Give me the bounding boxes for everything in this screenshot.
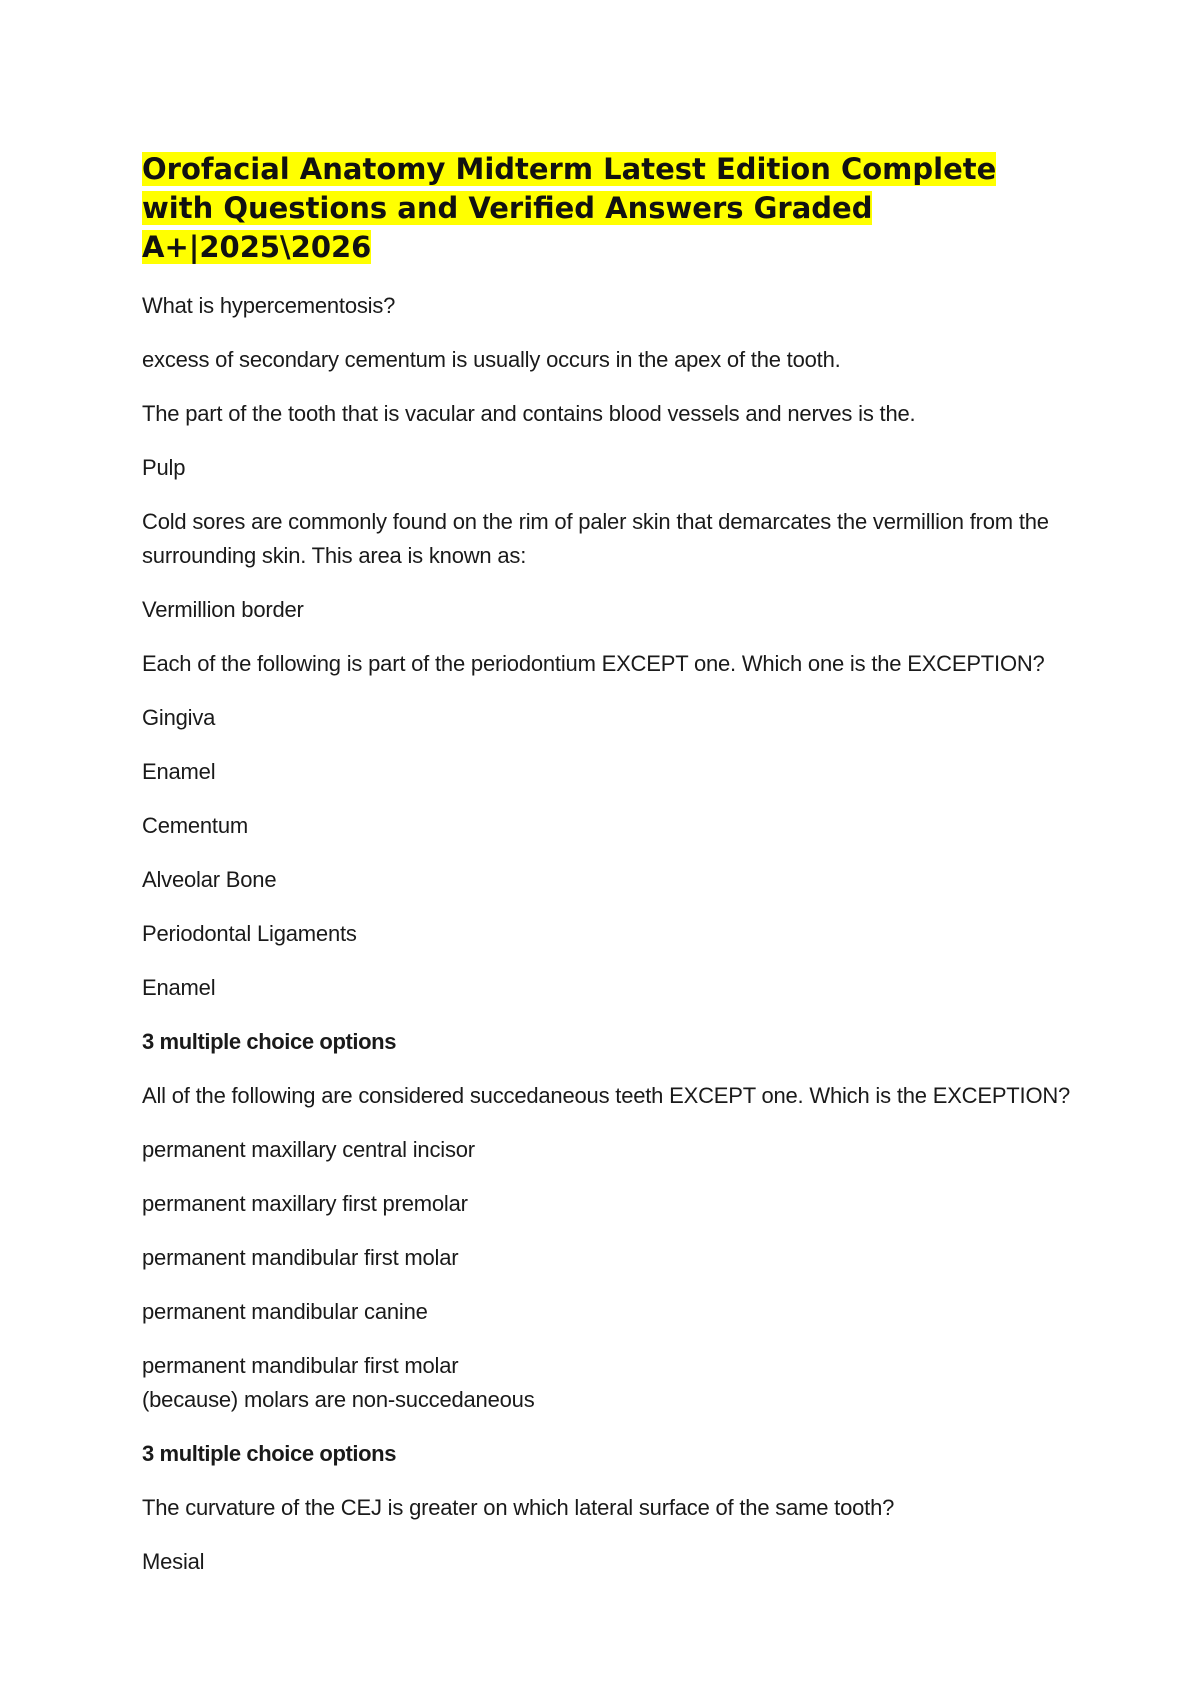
question-cold-sores: Cold sores are commonly found on the rim of paler skin that demarcates the vermillion from the surrounding skin. This area is known as: (142, 509, 1049, 568)
question-succedaneous: All of the following are considered succedaneous teeth EXCEPT one. Which is the EXCEPTION? (142, 1083, 1071, 1108)
question-vascular-part: The part of the tooth that is vacular and contains blood vessels and nerves is the. (142, 401, 916, 426)
title-highlight: Orofacial Anatomy Midterm Latest Edition Complete with Questions and Verified Answers Graded A+|2025\2026 (142, 152, 997, 264)
answer-pulp: Pulp (142, 455, 186, 480)
document-page (142, 150, 1072, 1599)
question-periodontium: Each of the following is part of the periodontium EXCEPT one. Which one is the EXCEPTION? (142, 651, 1045, 676)
option-max-central-incisor: permanent maxillary central incisor (142, 1137, 475, 1162)
option-mand-first-molar: permanent mandibular first molar (142, 1245, 459, 1270)
question-hypercementosis: What is hypercementosis? (142, 293, 396, 318)
document-title (142, 150, 1072, 267)
option-cementum: Cementum (142, 813, 248, 838)
answer-explanation: (because) molars are non-succedaneous (142, 1387, 535, 1412)
question-cej-curvature: The curvature of the CEJ is greater on which lateral surface of the same tooth? (142, 1495, 895, 1520)
answer-mand-first-molar: permanent mandibular first molar (142, 1353, 459, 1378)
multiple-choice-note: 3 multiple choice options (142, 1029, 397, 1054)
answer-vermillion-border: Vermillion border (142, 597, 304, 622)
multiple-choice-note: 3 multiple choice options (142, 1441, 397, 1466)
answer-mesial: Mesial (142, 1549, 205, 1574)
answer-enamel: Enamel (142, 975, 216, 1000)
option-enamel: Enamel (142, 759, 216, 784)
answer-hypercementosis: excess of secondary cementum is usually occurs in the apex of the tooth. (142, 347, 841, 372)
option-max-first-premolar: permanent maxillary first premolar (142, 1191, 468, 1216)
option-gingiva: Gingiva (142, 705, 216, 730)
option-periodontal-ligaments: Periodontal Ligaments (142, 921, 357, 946)
option-mand-canine: permanent mandibular canine (142, 1299, 428, 1324)
option-alveolar-bone: Alveolar Bone (142, 867, 277, 892)
